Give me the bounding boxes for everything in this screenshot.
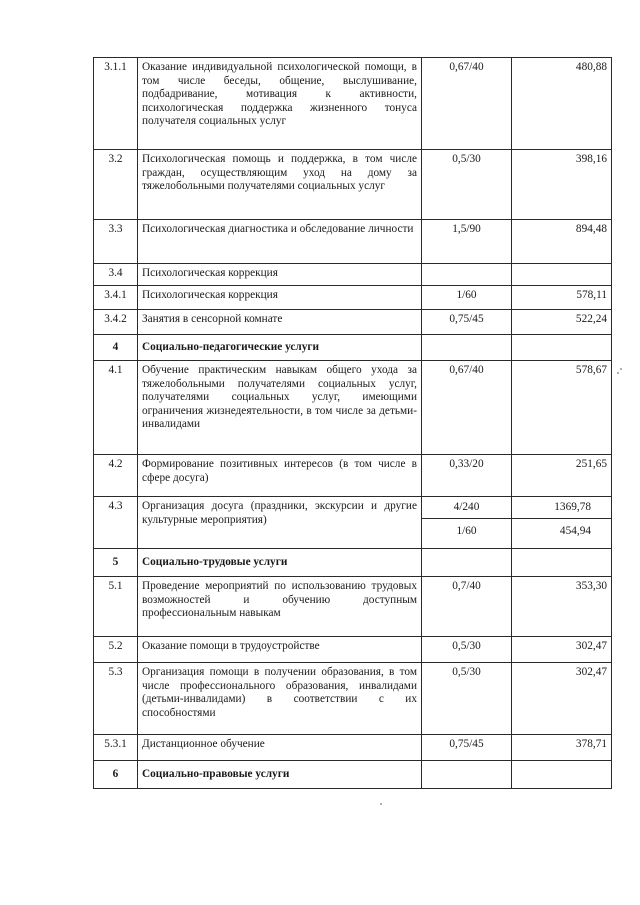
row-number: 4 (94, 335, 138, 361)
row-number: 3.2 (94, 150, 138, 220)
row-number: 3.1.1 (94, 58, 138, 150)
table-row (94, 361, 612, 455)
service-description: Психологическая помощь и поддержка, в том числе граждан, осуществляющим уход на дому за тяжелобольными получателями социальных услуг (138, 150, 422, 220)
row-number: 6 (94, 761, 138, 789)
time-norm: 0,75/45 (422, 735, 512, 761)
price-value: 398,16 (512, 150, 612, 220)
service-description: Обучение практическим навыкам общего ухода за тяжелобольными получателями социальных услуг, получателями социальных услуг, имеющими ограничения жизнедеятельности, в том числе за детьми-инвалидами (138, 361, 422, 455)
scan-speck (380, 803, 382, 805)
price-value: 480,88 (512, 58, 612, 150)
row-number: 5.1 (94, 577, 138, 637)
price-value (512, 761, 612, 789)
price-value: 378,71 (512, 735, 612, 761)
table-row (94, 497, 612, 549)
price-value: 894,48 (512, 220, 612, 264)
price-value: 578,67 (512, 361, 612, 455)
time-norm: 0,67/40 (422, 58, 512, 150)
section-row (94, 761, 612, 789)
time-norm: 0,67/40 (422, 361, 512, 455)
row-number: 3.4.2 (94, 310, 138, 335)
time-norm: 0,7/40 (422, 577, 512, 637)
service-description: Дистанционное обучение (138, 735, 422, 761)
price-value: 251,65 (512, 455, 612, 497)
price-value (512, 549, 612, 577)
price-value (512, 264, 612, 286)
service-description: Психологическая коррекция (138, 286, 422, 310)
time-norm (422, 761, 512, 789)
time-norm: 0,5/30 (422, 637, 512, 663)
table-row (94, 735, 612, 761)
services-table (93, 57, 612, 789)
table-row (94, 150, 612, 220)
time-norm (422, 335, 512, 361)
service-description: Формирование позитивных интересов (в том числе в сфере досуга) (138, 455, 422, 497)
table-row (94, 577, 612, 637)
service-description: Социально-педагогические услуги (138, 335, 422, 361)
price-value: 353,30 (512, 577, 612, 637)
table-row (94, 310, 612, 335)
service-description: Социально-трудовые услуги (138, 549, 422, 577)
scan-speck (620, 368, 622, 370)
row-number: 5.3 (94, 663, 138, 735)
time-norm: 0,75/45 (422, 310, 512, 335)
time-norm: 4/240 (422, 497, 511, 519)
service-description: Оказание индивидуальной психологической помощи, в том числе беседы, общение, выслушивание, подбадривание, мотивация к активности, психологическая поддержка жизненного тонуса получателя социальных услуг (138, 58, 422, 150)
row-number: 5.3.1 (94, 735, 138, 761)
row-number: 3.4.1 (94, 286, 138, 310)
price-value: 302,47 (512, 663, 612, 735)
time-norm: 0,5/30 (422, 150, 512, 220)
price-value: 1369,78 (512, 497, 611, 519)
service-description: Проведение мероприятий по использованию трудовых возможностей и обучению доступным профессиональным навыкам (138, 577, 422, 637)
time-norm: 0,5/30 (422, 663, 512, 735)
row-number: 3.3 (94, 220, 138, 264)
price-value (512, 335, 612, 361)
service-description: Социально-правовые услуги (138, 761, 422, 789)
table-row (94, 637, 612, 663)
services-table-body (94, 58, 612, 789)
time-norm: 1/60 (422, 286, 512, 310)
price-value: 522,24 (512, 310, 612, 335)
row-number: 5.2 (94, 637, 138, 663)
table-row (94, 220, 612, 264)
table-row (94, 455, 612, 497)
row-number: 5 (94, 549, 138, 577)
service-description: Психологическая коррекция (138, 264, 422, 286)
service-description: Оказание помощи в трудоустройстве (138, 637, 422, 663)
section-row (94, 549, 612, 577)
row-number: 3.4 (94, 264, 138, 286)
table-row (94, 663, 612, 735)
row-number: 4.3 (94, 497, 138, 549)
time-norm: 1/60 (456, 525, 477, 537)
row-number: 4.2 (94, 455, 138, 497)
price-value: 578,11 (512, 286, 612, 310)
service-description: Занятия в сенсорной комнате (138, 310, 422, 335)
table-row (94, 58, 612, 150)
price-value: 302,47 (512, 637, 612, 663)
row-number: 4.1 (94, 361, 138, 455)
time-norm (422, 264, 512, 286)
service-description: Организация помощи в получении образования, в том числе профессионального образования, инвалидами (детьми-инвалидами) в соответствии с их способностями (138, 663, 422, 735)
table-row (94, 264, 612, 286)
service-description: Организация досуга (праздники, экскурсии и другие культурные мероприятия) (138, 497, 422, 549)
time-norm (422, 549, 512, 577)
service-description: Психологическая диагностика и обследование личности (138, 220, 422, 264)
price-cell (512, 497, 612, 549)
price-value: 454,94 (559, 525, 591, 537)
norm-cell (422, 497, 512, 549)
table-row (94, 286, 612, 310)
time-norm: 1,5/90 (422, 220, 512, 264)
scan-speck (617, 372, 619, 374)
time-norm: 0,33/20 (422, 455, 512, 497)
section-row (94, 335, 612, 361)
